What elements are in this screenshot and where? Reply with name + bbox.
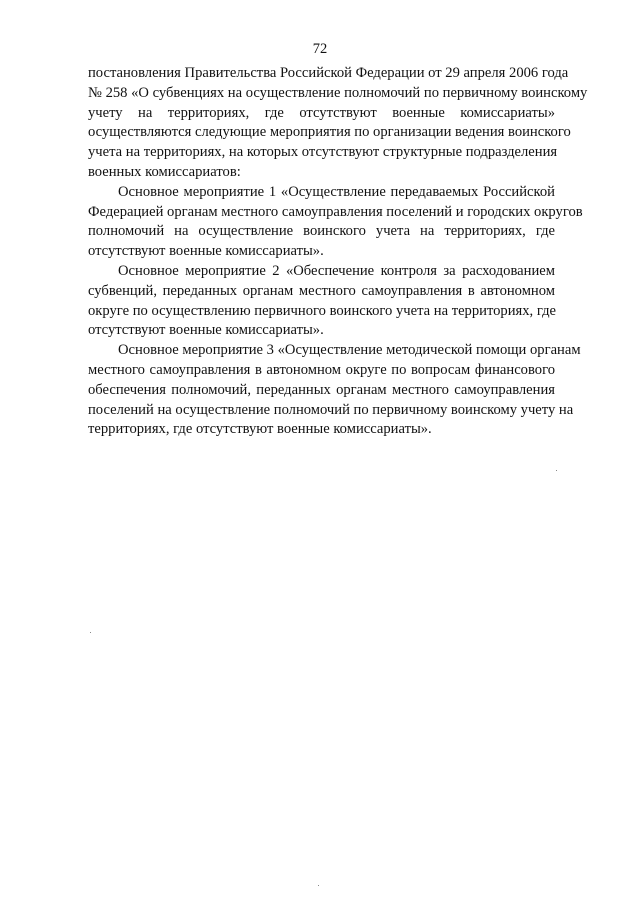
text-line: полномочий на осуществление воинского учета на территориях, где bbox=[88, 223, 555, 240]
text-line: осуществляются следующие мероприятия по организации ведения воинского bbox=[88, 124, 571, 141]
text-line: Федерацией органам местного самоуправления поселений и городских округов bbox=[88, 203, 583, 220]
document-body bbox=[88, 64, 588, 440]
text-line: субвенций, переданных органам местного самоуправления в автономном bbox=[88, 282, 555, 299]
text-line: поселений на осуществление полномочий по первичному воинскому учету на bbox=[88, 401, 574, 418]
text-line: военных комиссариатов: bbox=[88, 163, 241, 180]
text-line: территориях, где отсутствуют военные комиссариаты». bbox=[88, 421, 432, 438]
text-line: отсутствуют военные комиссариаты». bbox=[88, 322, 324, 339]
text-line: постановления Правительства Российской Федерации от 29 апреля 2006 года bbox=[88, 65, 569, 81]
page-number: 72 bbox=[312, 41, 328, 57]
text-line: обеспечения полномочий, переданных органам местного самоуправления bbox=[88, 381, 555, 398]
text-line: учета на территориях, на которых отсутствуют структурные подразделения bbox=[88, 144, 558, 161]
paragraph bbox=[88, 341, 581, 440]
text-line: Основное мероприятие 2 «Обеспечение контроля за расходованием bbox=[118, 262, 555, 279]
text-line: Основное мероприятие 1 «Осуществление передаваемых Российской bbox=[118, 183, 555, 200]
paragraph bbox=[88, 183, 583, 262]
paragraph bbox=[88, 64, 588, 183]
paragraph bbox=[88, 262, 555, 341]
text-line: Основное мероприятие 3 «Осуществление методической помощи органам bbox=[118, 342, 581, 359]
scan-speck bbox=[90, 632, 91, 633]
text-line: № 258 «О субвенциях на осуществление полномочий по первичному воинскому bbox=[88, 84, 588, 101]
scan-speck bbox=[556, 470, 557, 471]
text-line: округе по осуществлению первичного воинского учета на территориях, где bbox=[88, 302, 557, 319]
text-line: учету на территориях, где отсутствуют военные комиссариаты» bbox=[88, 104, 555, 121]
text-line: отсутствуют военные комиссариаты». bbox=[88, 243, 324, 260]
scan-speck bbox=[318, 885, 319, 886]
text-line: местного самоуправления в автономном округе по вопросам финансового bbox=[88, 361, 555, 378]
